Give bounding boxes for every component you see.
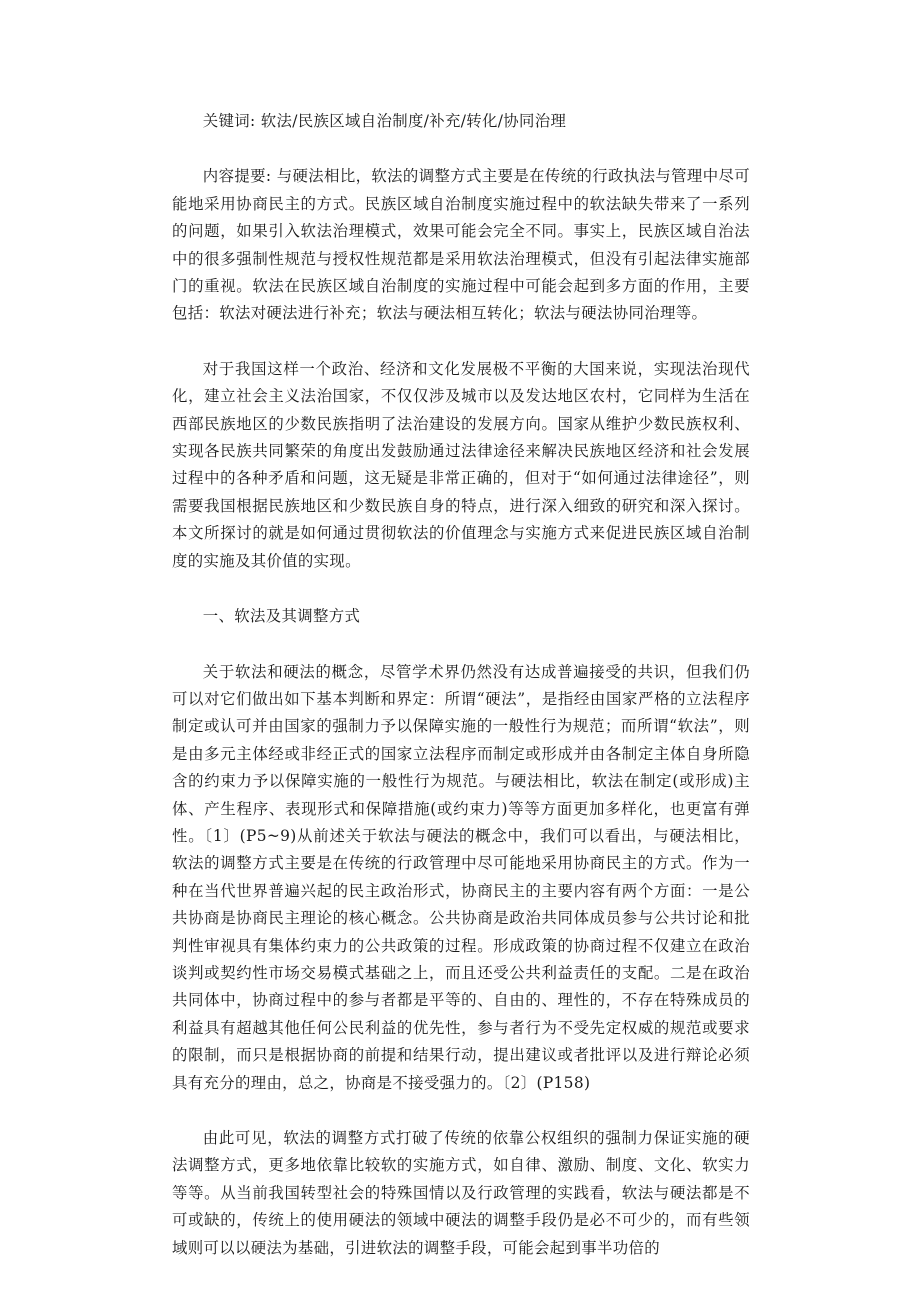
section1-paragraph-2: 由此可见，软法的调整方式打破了传统的依靠公权组织的强制力保证实施的硬法调整方式，更多地依靠比较软的实施方式，如自律、激励、制度、文化、软实力等等。从当前我国转型社会的特殊国情以及行政管理的实践看，软法与硬法都是不可或缺的，传统上的使用硬法的领域中硬法的调整手段仍是必不可少的，而有些领域则可以以硬法为基础，引进软法的调整手段，可能会起到事半功倍的 [172, 1129, 750, 1257]
document-page [172, 108, 750, 1290]
intro-paragraph: 对于我国这样一个政治、经济和文化发展极不平衡的大国来说，实现法治现代化，建立社会主义法治国家，不仅仅涉及城市以及发达地区农村，它同样为生活在西部民族地区的少数民族指明了法治建设的发展方向。国家从维护少数民族权利、实现各民族共同繁荣的角度出发鼓励通过法律途径来解决民族地区经济和社会发展过程中的各种矛盾和问题，这无疑是非常正确的，但对于“如何通过法律途径”，则需要我国根据民族地区和少数民族自身的特点，进行深入细致的研究和深入探讨。本文所探讨的就是如何通过贯彻软法的价值理念与实施方式来促进民族区域自治制度的实施及其价值的实现。 [172, 359, 750, 570]
abstract-paragraph: 内容提要: 与硬法相比，软法的调整方式主要是在传统的行政执法与管理中尽可能地采用协商民主的方式。民族区域自治制度实施过程中的软法缺失带来了一系列的问题，如果引入软法治理模式，效果可能会完全不同。事实上，民族区域自治法中的很多强制性规范与授权性规范都是采用软法治理模式，但没有引起法律实施部门的重视。软法在民族区域自治制度的实施过程中可能会起到多方面的作用，主要包括：软法对硬法进行补充；软法与硬法相互转化；软法与硬法协同治理等。 [172, 167, 750, 323]
keywords-line: 关键词: 软法/民族区域自治制度/补充/转化/协同治理 [202, 112, 567, 130]
section-heading: 一、软法及其调整方式 [202, 607, 361, 626]
section1-paragraph-1: 关于软法和硬法的概念，尽管学术界仍然没有达成普遍接受的共识，但我们仍可以对它们做出如下基本判断和界定：所谓“硬法”，是指经由国家严格的立法程序制定或认可并由国家的强制力予以保障实施的一般性行为规范；而所谓“软法”，则是由多元主体经或非经正式的国家立法程序而制定或形成并由各制定主体自身所隐含的约束力予以保障实施的一般性行为规范。与硬法相比，软法在制定(或形成)主体、产生程序、表现形式和保障措施(或约束力)等等方面更加多样化，也更富有弹性。〔1〕(P5~9)从前述关于软法与硬法的概念中，我们可以看出，与硬法相比，软法的调整方式主要是在传统的行政管理中尽可能地采用协商民主的方式。作为一种在当代世界普遍兴起的民主政治形式，协商民主的主要内容有两个方面：一是公共协商是协商民主理论的核心概念。公共协商是政治共同体成员参与公共讨论和批判性审视具有集体约束力的公共政策的过程。形成政策的协商过程不仅建立在政治谈判或契约性市场交易模式基础之上，而且还受公共利益责任的支配。二是在政治共同体中，协商过程中的参与者都是平等的、自由的、理性的，不存在特殊成员的利益具有超越其他任何公民利益的优先性，参与者行为不受先定权威的规范或要求的限制，而只是根据协商的前提和结果行动，提出建议或者批评以及进行辩论必须具有充分的理由，总之，协商是不接受强力的。〔2〕(P158) [172, 662, 750, 1092]
